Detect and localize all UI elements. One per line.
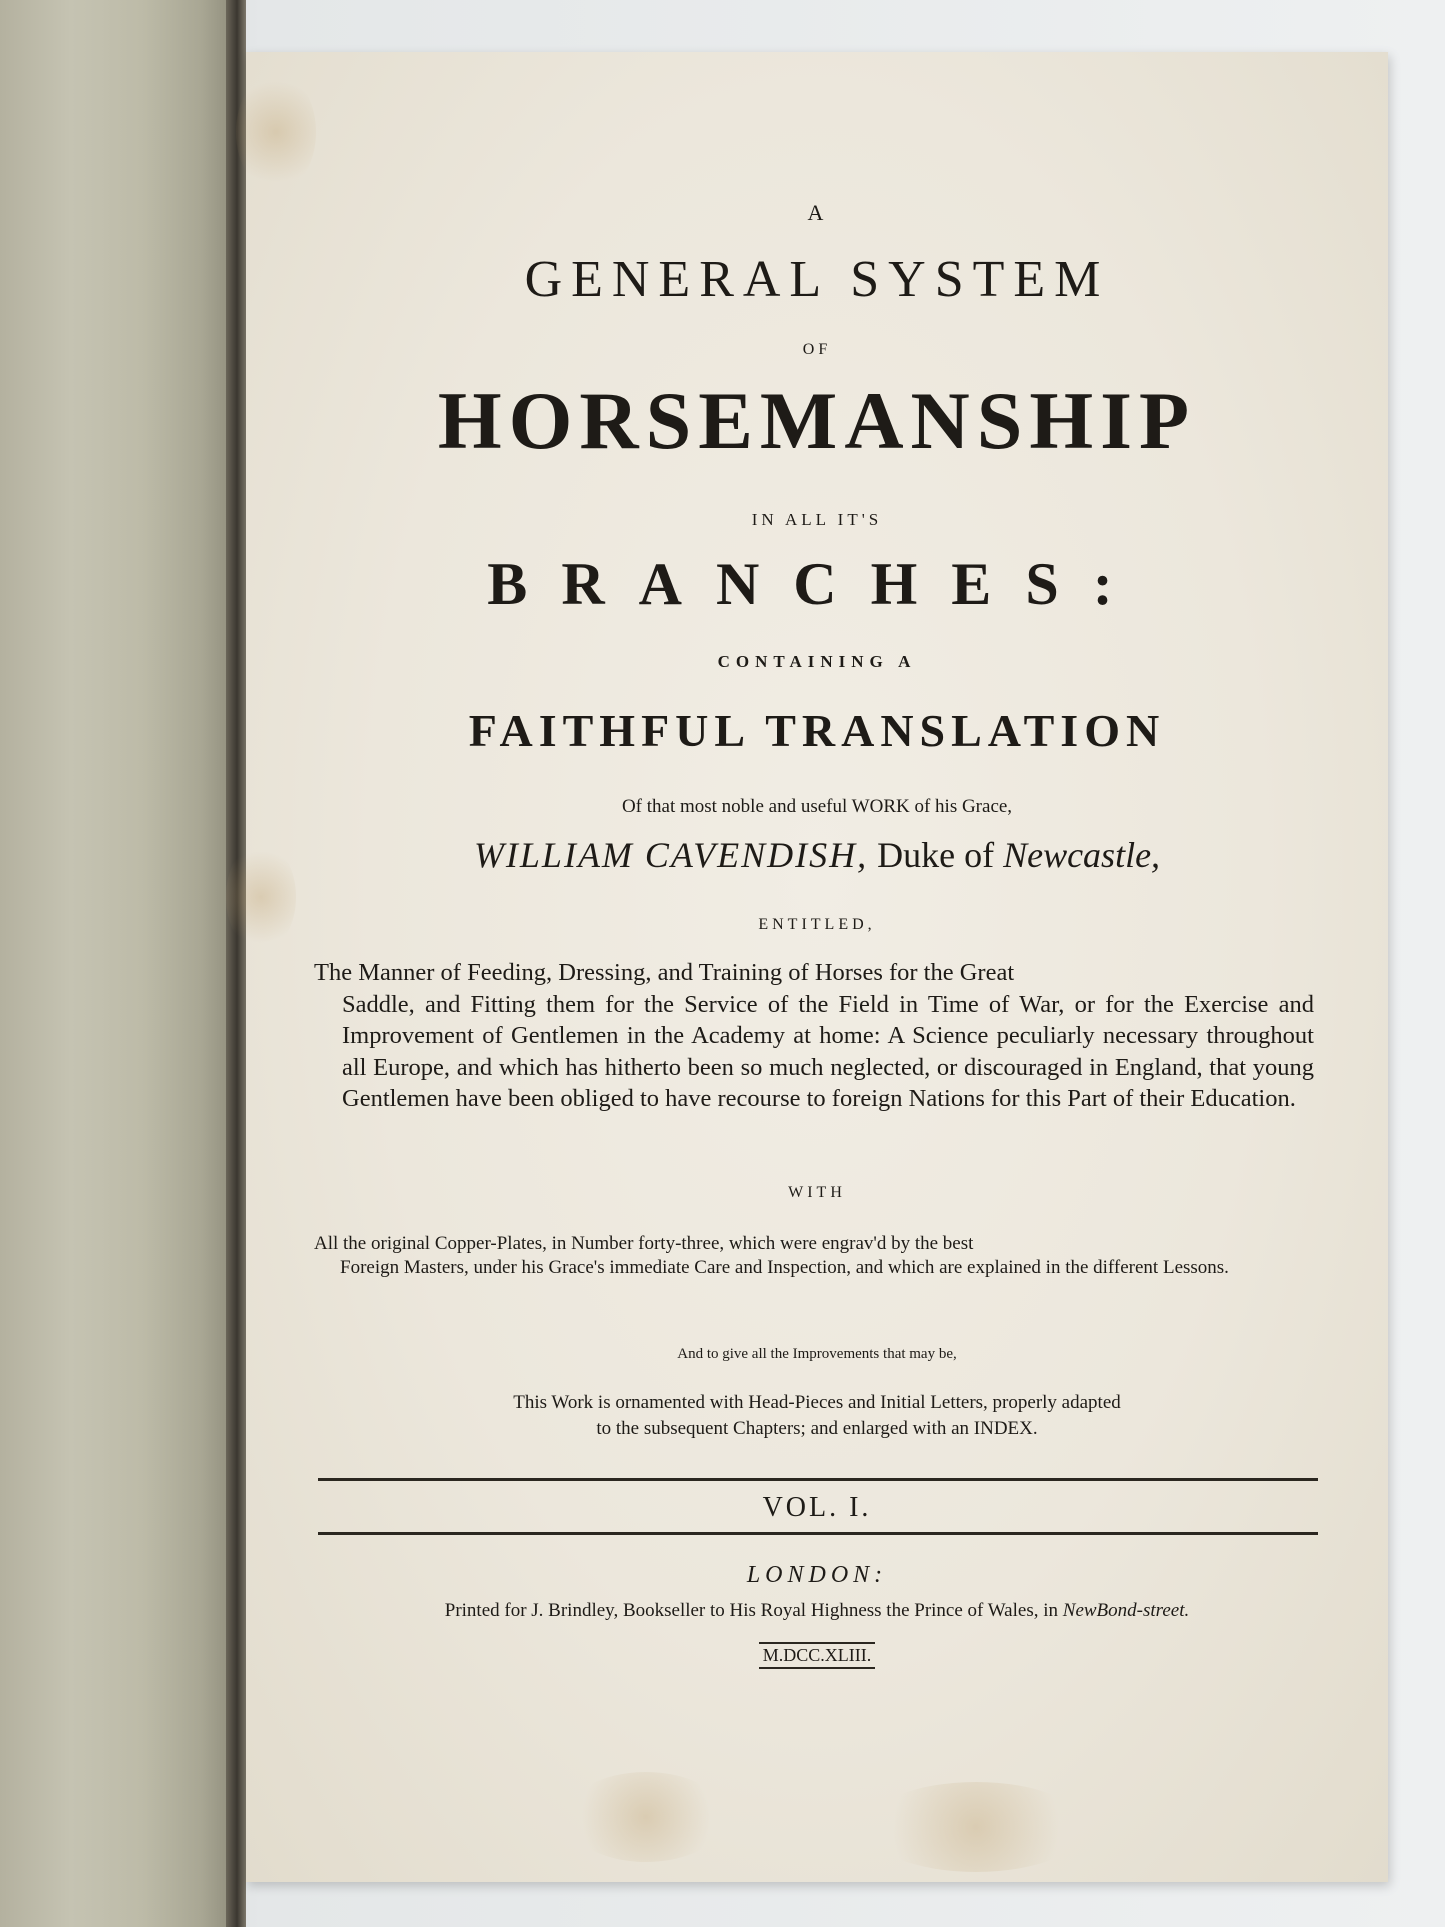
heading-general-system: GENERAL SYSTEM <box>524 251 1110 308</box>
volume-label: VOL. I. <box>762 1492 872 1523</box>
line-of-that-most-noble: Of that most noble and useful WORK of his Grace, <box>621 796 1013 817</box>
book-spine <box>0 0 236 1927</box>
heading-containing: CONTAINING A <box>717 652 917 671</box>
heading-horsemanship: HORSEMANSHIP <box>437 375 1197 466</box>
imprint-city: LONDON: <box>746 1562 888 1588</box>
spine-edge <box>226 0 246 1927</box>
heading-with: WITH <box>788 1184 846 1201</box>
ornament-line-1: This Work is ornamented with Head-Pieces and Initial Letters, properly adapted <box>513 1392 1121 1413</box>
author-name: WILLIAM CAVENDISH, <box>473 835 869 875</box>
imprint-year-wrap <box>246 1642 1388 1669</box>
title-page-text <box>246 52 1388 1882</box>
improvements-line: And to give all the Improvements that may be, <box>677 1346 957 1362</box>
plates-first-line: All the original Copper-Plates, in Number forty-three, which were engrav'd by the best <box>314 1233 974 1254</box>
bottom-rule <box>318 1532 1318 1535</box>
plates-paragraph <box>314 1232 1318 1280</box>
title-page <box>246 52 1388 1882</box>
heading-in-all-its: IN ALL IT'S <box>751 510 883 529</box>
top-rule <box>318 1478 1318 1481</box>
heading-faithful-translation: FAITHFUL TRANSLATION <box>468 705 1166 756</box>
description-first-line: The Manner of Feeding, Dressing, and Training of Horses for the Great <box>314 959 1015 986</box>
imprint-year: M.DCC.XLIII. <box>759 1642 876 1669</box>
author-place: Newcastle, <box>1003 835 1161 875</box>
description-paragraph <box>314 957 1314 1115</box>
heading-branches: BRANCHES: <box>487 551 1147 617</box>
author-line <box>246 834 1388 876</box>
imprint-line <box>246 1600 1388 1622</box>
heading-entitled: ENTITLED, <box>758 916 876 933</box>
article-a: A <box>807 200 827 225</box>
description-body: Saddle, and Fitting them for the Service of the Field in Time of War, or for the Exercise and Improvement of Gentlemen in the Academy at home: A Science peculiarly necessary throughout all Europe, and which has hitherto been so much neglected, or discouraged in England, that young Gentlemen have been obliged to have recourse to foreign Nations for this Part of their Education. <box>342 990 1314 1112</box>
author-title: Duke of <box>868 835 1004 875</box>
ornament-line-2: to the subsequent Chapters; and enlarged with an INDEX. <box>596 1418 1038 1439</box>
printed-for: Printed for J. Brindley, Bookseller to His Royal Highness the Prince of Wales, in <box>444 1600 1063 1621</box>
plates-body: Foreign Masters, under his Grace's immediate Care and Inspection, and which are explained in the different Lessons. <box>340 1257 1229 1278</box>
heading-of: OF <box>802 341 832 358</box>
imprint-street: NewBond-street. <box>1062 1600 1190 1621</box>
